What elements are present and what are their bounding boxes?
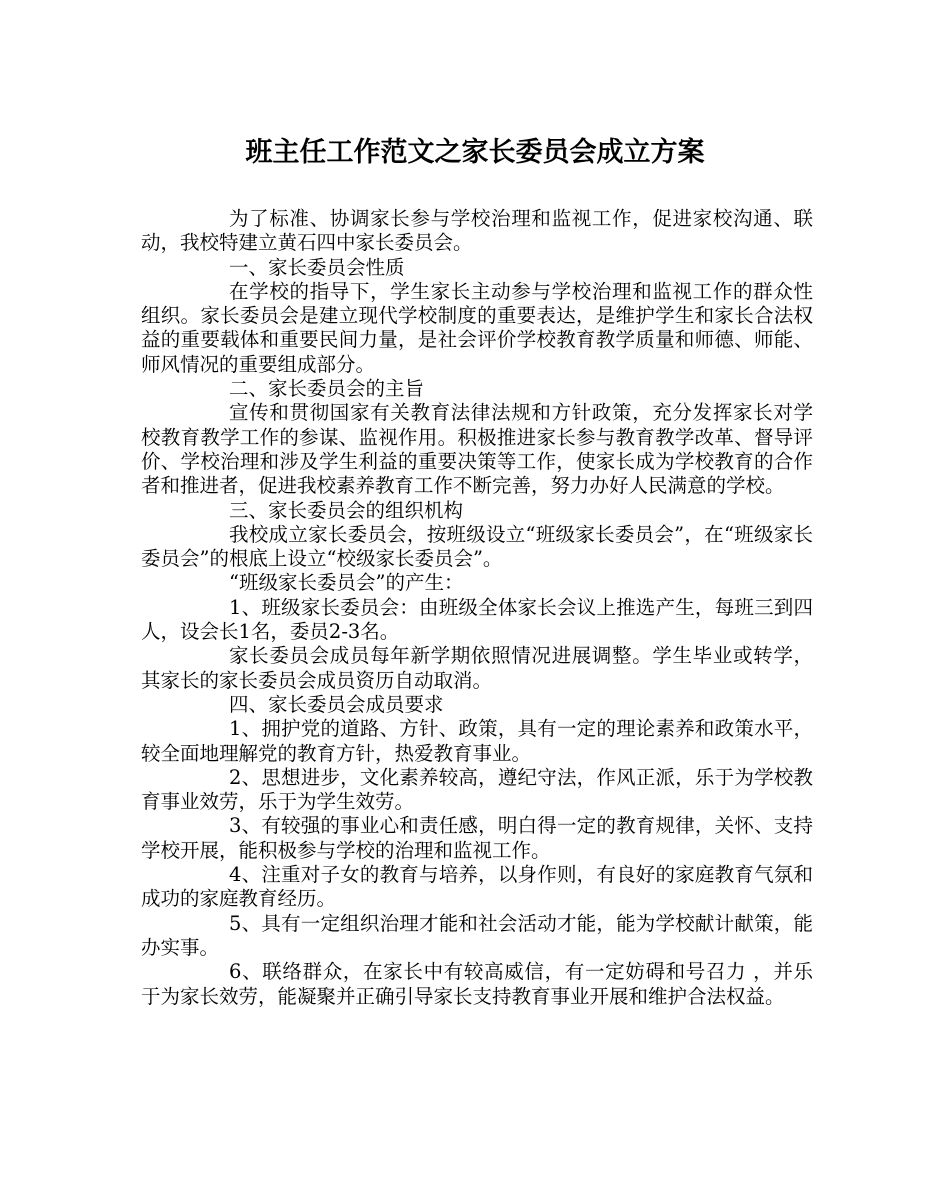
paragraph-class-committee-origin: “班级家长委员会”的产生： — [229, 571, 464, 595]
paragraph-adjustment: 家长委员会成员每年新学期依照情况进展调整。学生毕业或转学，其家长的家长委员会成员资历自动取消。 — [141, 644, 813, 692]
section-heading-organization: 三、家长委员会的组织机构 — [229, 498, 464, 522]
paragraph-class-committee: 1、班级家长委员会：由班级全体家长会议上推选产生，每班三到四人，设会长1名，委员2-3名。 — [141, 595, 813, 644]
document-title: 班主任工作范文之家长委员会成立方案 — [245, 137, 705, 168]
requirement-item-1: 1、拥护党的道路、方针、政策，具有一定的理论素养和政策水平，较全面地理解党的教育方针，热爱教育事业。 — [141, 717, 813, 765]
section-heading-requirements: 四、家长委员会成员要求 — [229, 692, 444, 716]
section-heading-purpose: 二、家长委员会的主旨 — [229, 377, 425, 401]
section-heading-nature: 一、家长委员会性质 — [229, 255, 405, 279]
requirement-item-6: 6、联络群众，在家长中有较高威信，有一定妨碍和号召力 ，并乐于为家长效劳，能凝聚并正确引导家长支持教育事业开展和维护合法权益。 — [141, 960, 813, 1008]
requirement-item-5: 5、具有一定组织治理才能和社会活动才能，能为学校献计献策，能办实事。 — [141, 911, 813, 959]
paragraph-nature: 在学校的指导下，学生家长主动参与学校治理和监视工作的群众性组织。家长委员会是建立现代学校制度的重要表达，是维护学生和家长合法权益的重要载体和重要民间力量，是社会评价学校教育教学质量和师德、师能、师风情况的重要组成部分。 — [141, 279, 813, 376]
document-body — [141, 207, 813, 1009]
paragraph-organization: 我校成立家长委员会，按班级设立“班级家长委员会”，在“班级家长委员会”的根底上设立“校级家长委员会”。 — [141, 522, 813, 571]
requirement-item-3: 3、有较强的事业心和责任感，明白得一定的教育规律，关怀、支持学校开展，能积极参与学校的治理和监视工作。 — [141, 814, 813, 862]
paragraph-purpose: 宣传和贯彻国家有关教育法律法规和方针政策，充分发挥家长对学校教育教学工作的参谋、监视作用。积极推进家长参与教育教学改革、督导评价、学校治理和涉及学生利益的重要决策等工作，使家长成为学校教育的合作者和推进者，促进我校素养教育工作不断完善，努力办好人民满意的学校。 — [141, 401, 813, 498]
paragraph-intro: 为了标准、协调家长参与学校治理和监视工作，促进家校沟通、联动，我校特建立黄石四中家长委员会。 — [141, 207, 813, 255]
requirement-item-2: 2、思想进步，文化素养较高，遵纪守法，作风正派，乐于为学校教育事业效劳，乐于为学生效劳。 — [141, 765, 813, 814]
requirement-item-4: 4、注重对子女的教育与培养，以身作则，有良好的家庭教育气氛和成功的家庭教育经历。 — [141, 863, 813, 911]
